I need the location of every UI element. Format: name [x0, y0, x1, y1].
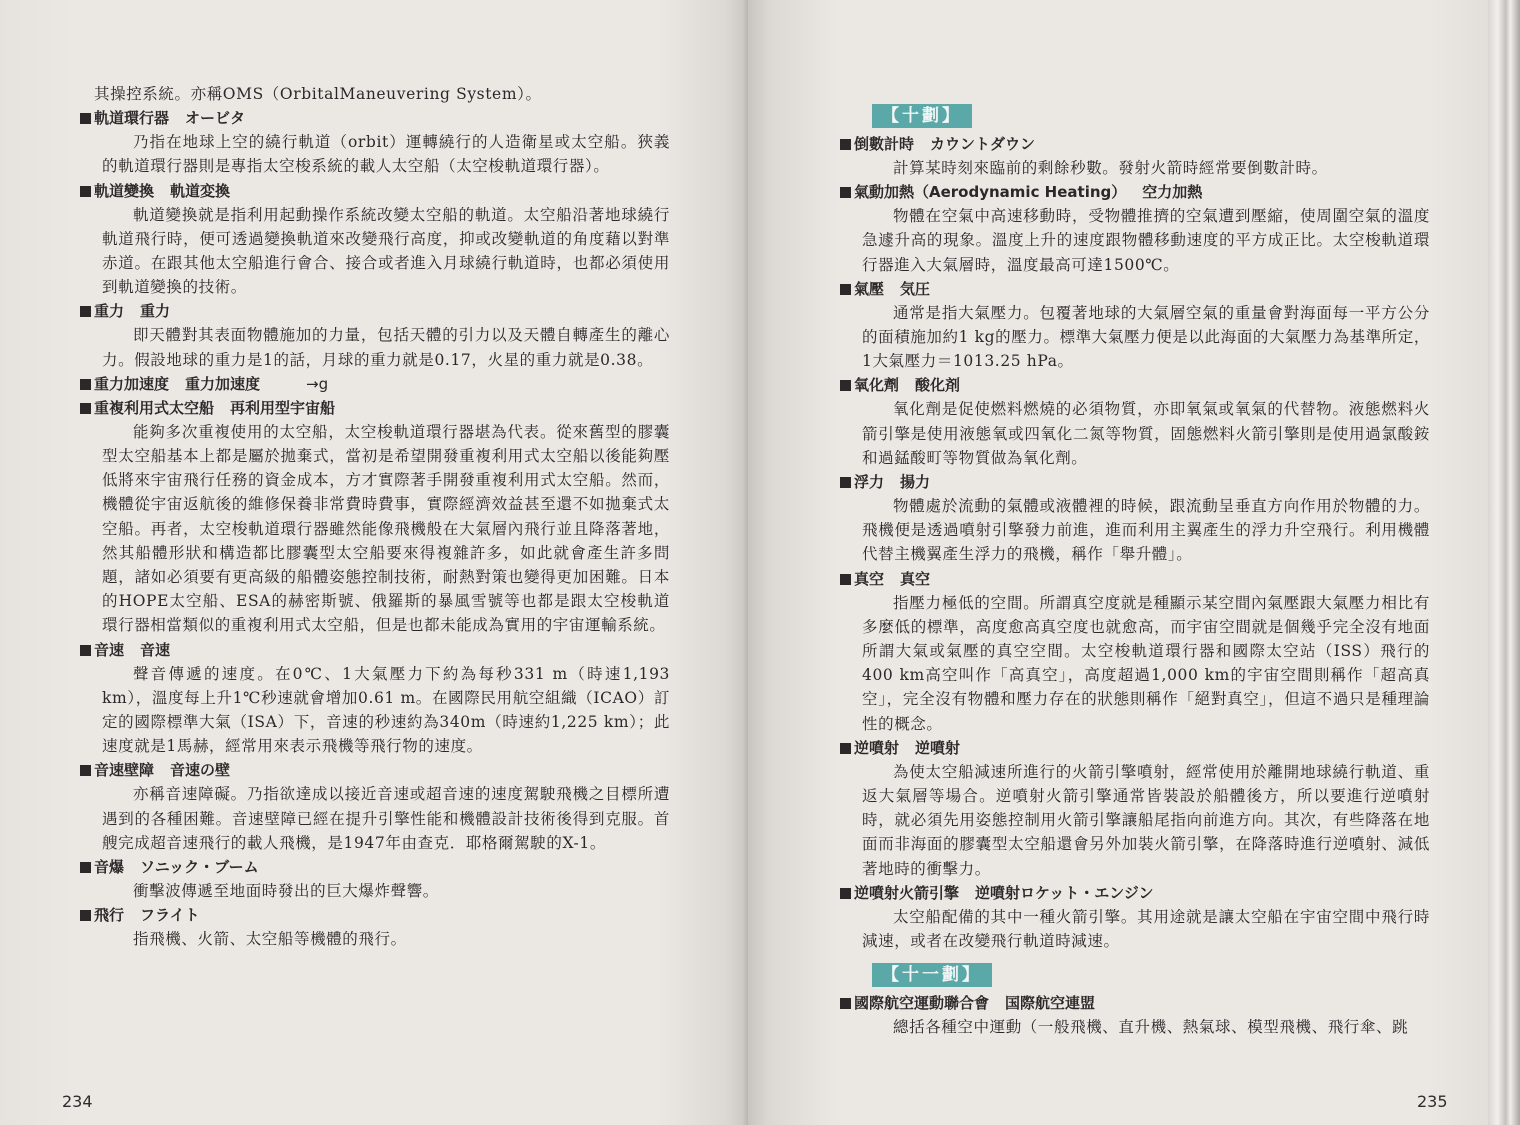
square-bullet-icon — [840, 187, 851, 198]
square-bullet-icon — [80, 403, 91, 414]
entry-term: 重複利用式太空船 再利用型宇宙船 — [80, 396, 670, 420]
section-heading: 【十劃】 — [872, 104, 972, 128]
square-bullet-icon — [80, 186, 91, 197]
entry-definition: 計算某時刻來臨前的剩餘秒數。發射火箭時經常要倒數計時。 — [893, 159, 1328, 177]
entry-term: 真空 真空 — [840, 567, 1430, 591]
entry-term: 重力加速度 重力加速度 →g — [80, 372, 670, 396]
page-number-left: 234 — [62, 1092, 93, 1111]
page-edges — [1488, 0, 1520, 1125]
entry-term: 氣動加熱（Aerodynamic Heating） 空力加熱 — [840, 180, 1430, 204]
square-bullet-icon — [80, 379, 91, 390]
square-bullet-icon — [840, 477, 851, 488]
square-bullet-icon — [840, 574, 851, 585]
entry-definition: 乃指在地球上空的繞行軌道（orbit）運轉繞行的人造衛星或太空船。狹義的軌道環行器則是專指太空梭系統的載人太空船（太空梭軌道環行器）。 — [102, 133, 670, 176]
entry-term: 浮力 揚力 — [840, 470, 1430, 494]
entry-term: 音爆 ソニック・ブーム — [80, 855, 670, 879]
section-heading: 【十一劃】 — [872, 963, 992, 987]
left-page — [0, 0, 748, 1125]
entry-definition: 氧化劑是促使燃料燃燒的必須物質，亦即氧氣或氧氣的代替物。液態燃料火箭引擎是使用液態氧或四氧化二氮等物質，固態燃料火箭引擎則是使用過氯酸銨和過錳酸町等物質做為氧化劑。 — [862, 400, 1430, 467]
entry-term: 國際航空運動聯合會 国際航空連盟 — [840, 991, 1430, 1015]
entry-definition: 物體在空氣中高速移動時，受物體推擠的空氣遭到壓縮，使周圍空氣的溫度急遽升高的現象。溫度上升的速度跟物體移動速度的平方成正比。太空梭軌道環行器進入大氣層時，溫度最高可達1500℃。 — [862, 207, 1430, 274]
entry-term: 倒數計時 カウントダウン — [840, 132, 1430, 156]
square-bullet-icon — [840, 139, 851, 150]
entry-term: 軌道變換 軌道変換 — [80, 179, 670, 203]
square-bullet-icon — [80, 765, 91, 776]
square-bullet-icon — [80, 113, 91, 124]
entry-term: 逆噴射火箭引擎 逆噴射ロケット・エンジン — [840, 881, 1430, 905]
square-bullet-icon — [840, 284, 851, 295]
entry-definition: 衝擊波傳遞至地面時發出的巨大爆炸聲響。 — [133, 882, 439, 901]
entry-definition: 聲音傳遞的速度。在0℃、1大氣壓力下約為每秒331 m（時速1,193 km），溫度每上升1℃秒速就會增加0.61 m。在國際民用航空組織（ICAO）訂定的國際標準大氣（ISA）下，音速的秒速約為340m（時速約1,225 km）；此速度就是1馬赫，經常用來表示飛機等飛行物的速度。 — [102, 664, 670, 756]
carry-over-text: 其操控系統。亦稱OMS（OrbitalManeuvering System）。 — [94, 85, 542, 103]
square-bullet-icon — [80, 910, 91, 921]
square-bullet-icon — [840, 998, 851, 1009]
entry-definition: 指飛機、火箭、太空船等機體的飛行。 — [133, 930, 407, 949]
entry-term: 飛行 フライト — [80, 903, 670, 927]
right-page-column — [840, 104, 1430, 1039]
entry-term: 音速 音速 — [80, 638, 670, 662]
entry-term: 逆噴射 逆噴射 — [840, 736, 1430, 760]
entry-definition: 太空船配備的其中一種火箭引擎。其用途就是讓太空船在宇宙空間中飛行時減速，或者在改變飛行軌道時減速。 — [862, 907, 1430, 951]
entry-definition: 指壓力極低的空間。所謂真空度就是種顯示某空間內氣壓跟大氣壓力相比有多麼低的標準，高度愈高真空度也就愈高，而宇宙空間就是個幾乎完全沒有地面所謂大氣或氣壓的真空空間。太空梭軌道環行器和國際太空站（ISS）飛行的400 km高空叫作「高真空」，高度超過1,000 km的宇宙空間則稱作「超高真空」，完全沒有物體和壓力存在的狀態則稱作「絕對真空」，但這不過只是種理論性的概念。 — [862, 593, 1430, 733]
entry-term: 氧化劑 酸化剤 — [840, 373, 1430, 397]
page-number-right: 235 — [1417, 1092, 1448, 1111]
entry-term: 軌道環行器 オービタ — [80, 106, 670, 130]
entry-definition: 軌道變換就是指利用起動操作系統改變太空船的軌道。太空船沿著地球繞行軌道飛行時，便可透過變換軌道來改變飛行高度，抑或改變軌道的角度藉以對準赤道。在跟其他太空船進行會合、接合或者進入月球繞行軌道時，也都必須使用到軌道變換的技術。 — [102, 205, 670, 297]
entry-definition: 即天體對其表面物體施加的力量，包括天體的引力以及天體自轉產生的離心力。假設地球的重力是1的話，月球的重力就是0.17，火星的重力就是0.38。 — [102, 326, 670, 369]
square-bullet-icon — [840, 380, 851, 391]
left-page-column — [80, 82, 670, 951]
entry-term: 音速壁障 音速の壁 — [80, 758, 670, 782]
entry-definition: 物體處於流動的氣體或液體裡的時候，跟流動呈垂直方向作用於物體的力。飛機便是透過噴射引擎發力前進，進而利用主翼產生的浮力升空飛行。利用機體代替主機翼產生浮力的飛機，稱作「舉升體」。 — [862, 497, 1430, 564]
square-bullet-icon — [840, 743, 851, 754]
entry-definition: 通常是指大氣壓力。包覆著地球的大氣層空氣的重量會對海面每一平方公分的面積施加約1 kg的壓力。標準大氣壓力便是以此海面的大氣壓力為基準所定，1大氣壓力＝1013.25 hPa。 — [862, 303, 1430, 371]
square-bullet-icon — [80, 645, 91, 656]
entry-term: 氣壓 気圧 — [840, 277, 1430, 301]
entry-term: 重力 重力 — [80, 299, 670, 323]
entry-definition: 為使太空船減速所進行的火箭引擎噴射，經常使用於離開地球繞行軌道、重返大氣層等場合。逆噴射火箭引擎通常皆裝設於船體後方，所以要進行逆噴射時，就必須先用姿態控制用火箭引擎讓船尾指向前進方向。其次，有些降落在地面而非海面的膠囊型太空船還會另外加裝火箭引擎，在降落時進行逆噴射、減低著地時的衝擊力。 — [862, 762, 1430, 878]
entry-definition: 能夠多次重複使用的太空船，太空梭軌道環行器堪為代表。從來舊型的膠囊型太空船基本上都是屬於拋棄式，當初是希望開發重複利用式太空船以後能夠壓低將來宇宙飛行任務的資金成本，方才實際著手開發重複利用式太空船。然而，機體從宇宙返航後的維修保養非常費時費事，實際經濟效益甚至還不如拋棄式太空船。再者，太空梭軌道環行器雖然能像飛機般在大氣層內飛行並且降落著地，然其船體形狀和構造都比膠囊型太空船要來得複雜許多，如此就會產生許多問題，諸如必須要有更高級的船體姿態控制技術，耐熱對策也變得更加困難。日本的HOPE太空船、ESA的赫密斯號、俄羅斯的暴風雪號等也都是跟太空梭軌道環行器相當類似的重複利用式太空船，但是也都未能成為實用的宇宙運輸系統。 — [102, 422, 670, 635]
entry-definition: 亦稱音速障礙。乃指欲達成以接近音速或超音速的速度駕駛飛機之目標所遭遇到的各種困難。音速壁障已經在提升引擎性能和機體設計技術後得到克服。首艘完成超音速飛行的載人飛機，是1947年由查克．耶格爾駕駛的X-1。 — [102, 785, 670, 852]
square-bullet-icon — [840, 888, 851, 899]
square-bullet-icon — [80, 862, 91, 873]
square-bullet-icon — [80, 306, 91, 317]
cross-reference: →g — [306, 374, 329, 393]
entry-definition: 總括各種空中運動（一般飛機、直升機、熱氣球、模型飛機、飛行傘、跳 — [893, 1018, 1409, 1037]
